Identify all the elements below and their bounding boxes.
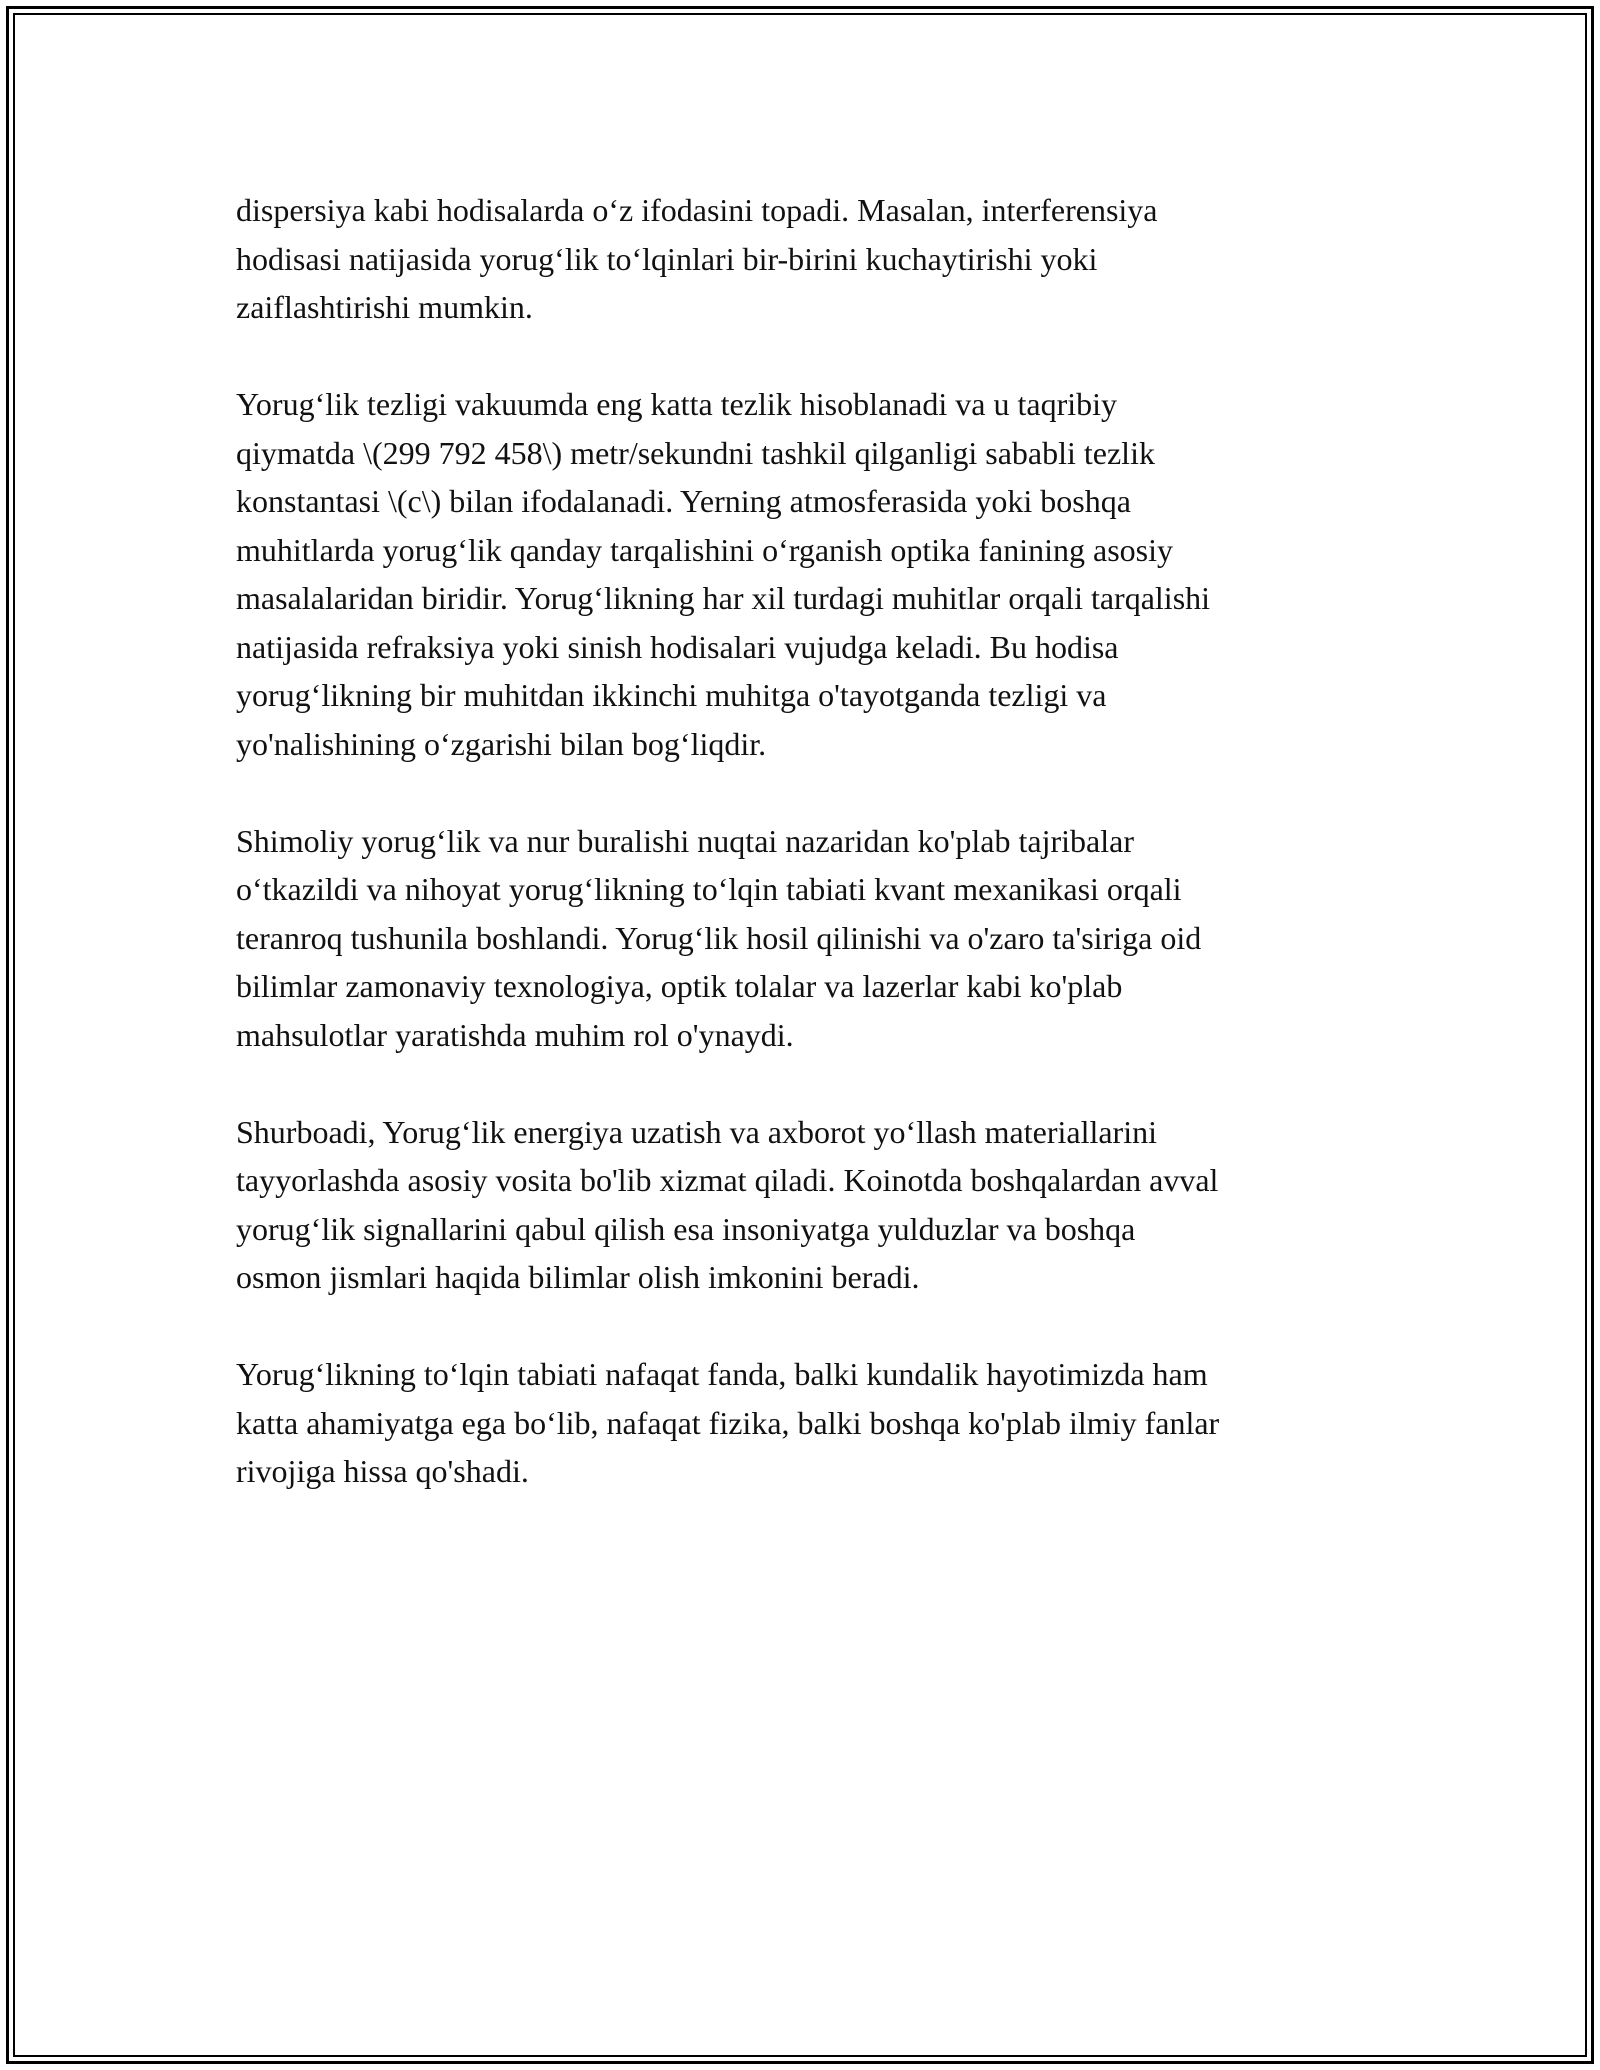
- paragraph-4: [236, 1108, 1376, 1302]
- text-line: masalalaridan biridir. Yorug‘likning har xil turdagi muhitlar orqali tarqalishi: [236, 580, 1211, 616]
- text-line: mahsulotlar yaratishda muhim rol o'ynaydi.: [236, 1016, 794, 1053]
- document-body: [236, 186, 1376, 1544]
- text-line: muhitlarda yorug‘lik qanday tarqalishini o‘rganish optika fanining asosiy: [236, 531, 1173, 568]
- text-line: Shimoliy yorug‘lik va nur buralishi nuqtai nazaridan ko'plab tajribalar: [236, 822, 1134, 859]
- text-line: o‘tkazildi va nihoyat yorug‘likning to‘lqin tabiati kvant mexanikasi orqali: [236, 871, 1182, 907]
- paragraph-1: [236, 186, 1376, 332]
- paragraph-2: [236, 380, 1376, 768]
- text-line: yo'nalishining o‘zgarishi bilan bog‘liqdir.: [236, 725, 767, 762]
- text-line: katta ahamiyatga ega bo‘lib, nafaqat fizika, balki boshqa ko'plab ilmiy fanlar: [236, 1404, 1220, 1441]
- text-line: dispersiya kabi hodisalarda o‘z ifodasini topadi. Masalan, interferensiya: [236, 192, 1158, 228]
- text-line: Yorug‘likning to‘lqin tabiati nafaqat fanda, balki kundalik hayotimizda ham: [236, 1356, 1208, 1392]
- text-line: Yorug‘lik tezligi vakuumda eng katta tezlik hisoblanadi va u taqribiy: [236, 386, 1117, 422]
- text-line: zaiflashtirishi mumkin.: [236, 289, 533, 325]
- text-line: qiymatda \(299 792 458\) metr/sekundni tashkil qilganligi sababli tezlik: [236, 434, 1155, 471]
- text-line: yorug‘lik signallarini qabul qilish esa insoniyatga yulduzlar va boshqa: [236, 1210, 1136, 1247]
- text-line: yorug‘likning bir muhitdan ikkinchi muhitga o'tayotganda tezligi va: [236, 677, 1107, 713]
- paragraph-5: [236, 1350, 1376, 1496]
- text-line: Shurboadi, Yorug‘lik energiya uzatish va axborot yo‘llash materiallarini: [236, 1113, 1157, 1150]
- text-line: bilimlar zamonaviy texnologiya, optik tolalar va lazerlar kabi ko'plab: [236, 968, 1123, 1004]
- text-line: teranroq tushunila boshlandi. Yorug‘lik hosil qilinishi va o'zaro ta'siriga oid: [236, 919, 1202, 956]
- text-line: natijasida refraksiya yoki sinish hodisalari vujudga keladi. Bu hodisa: [236, 628, 1119, 665]
- text-line: rivojiga hissa qo'shadi.: [236, 1453, 529, 1489]
- paragraph-3: [236, 817, 1376, 1060]
- text-line: hodisasi natijasida yorug‘lik to‘lqinlari bir-birini kuchaytirishi yoki: [236, 240, 1098, 277]
- text-line: osmon jismlari haqida bilimlar olish imkonini beradi.: [236, 1259, 920, 1295]
- text-line: konstantasi \(c\) bilan ifodalanadi. Yerning atmosferasida yoki boshqa: [236, 483, 1131, 519]
- text-line: tayyorlashda asosiy vosita bo'lib xizmat qiladi. Koinotda boshqalardan avval: [236, 1162, 1219, 1198]
